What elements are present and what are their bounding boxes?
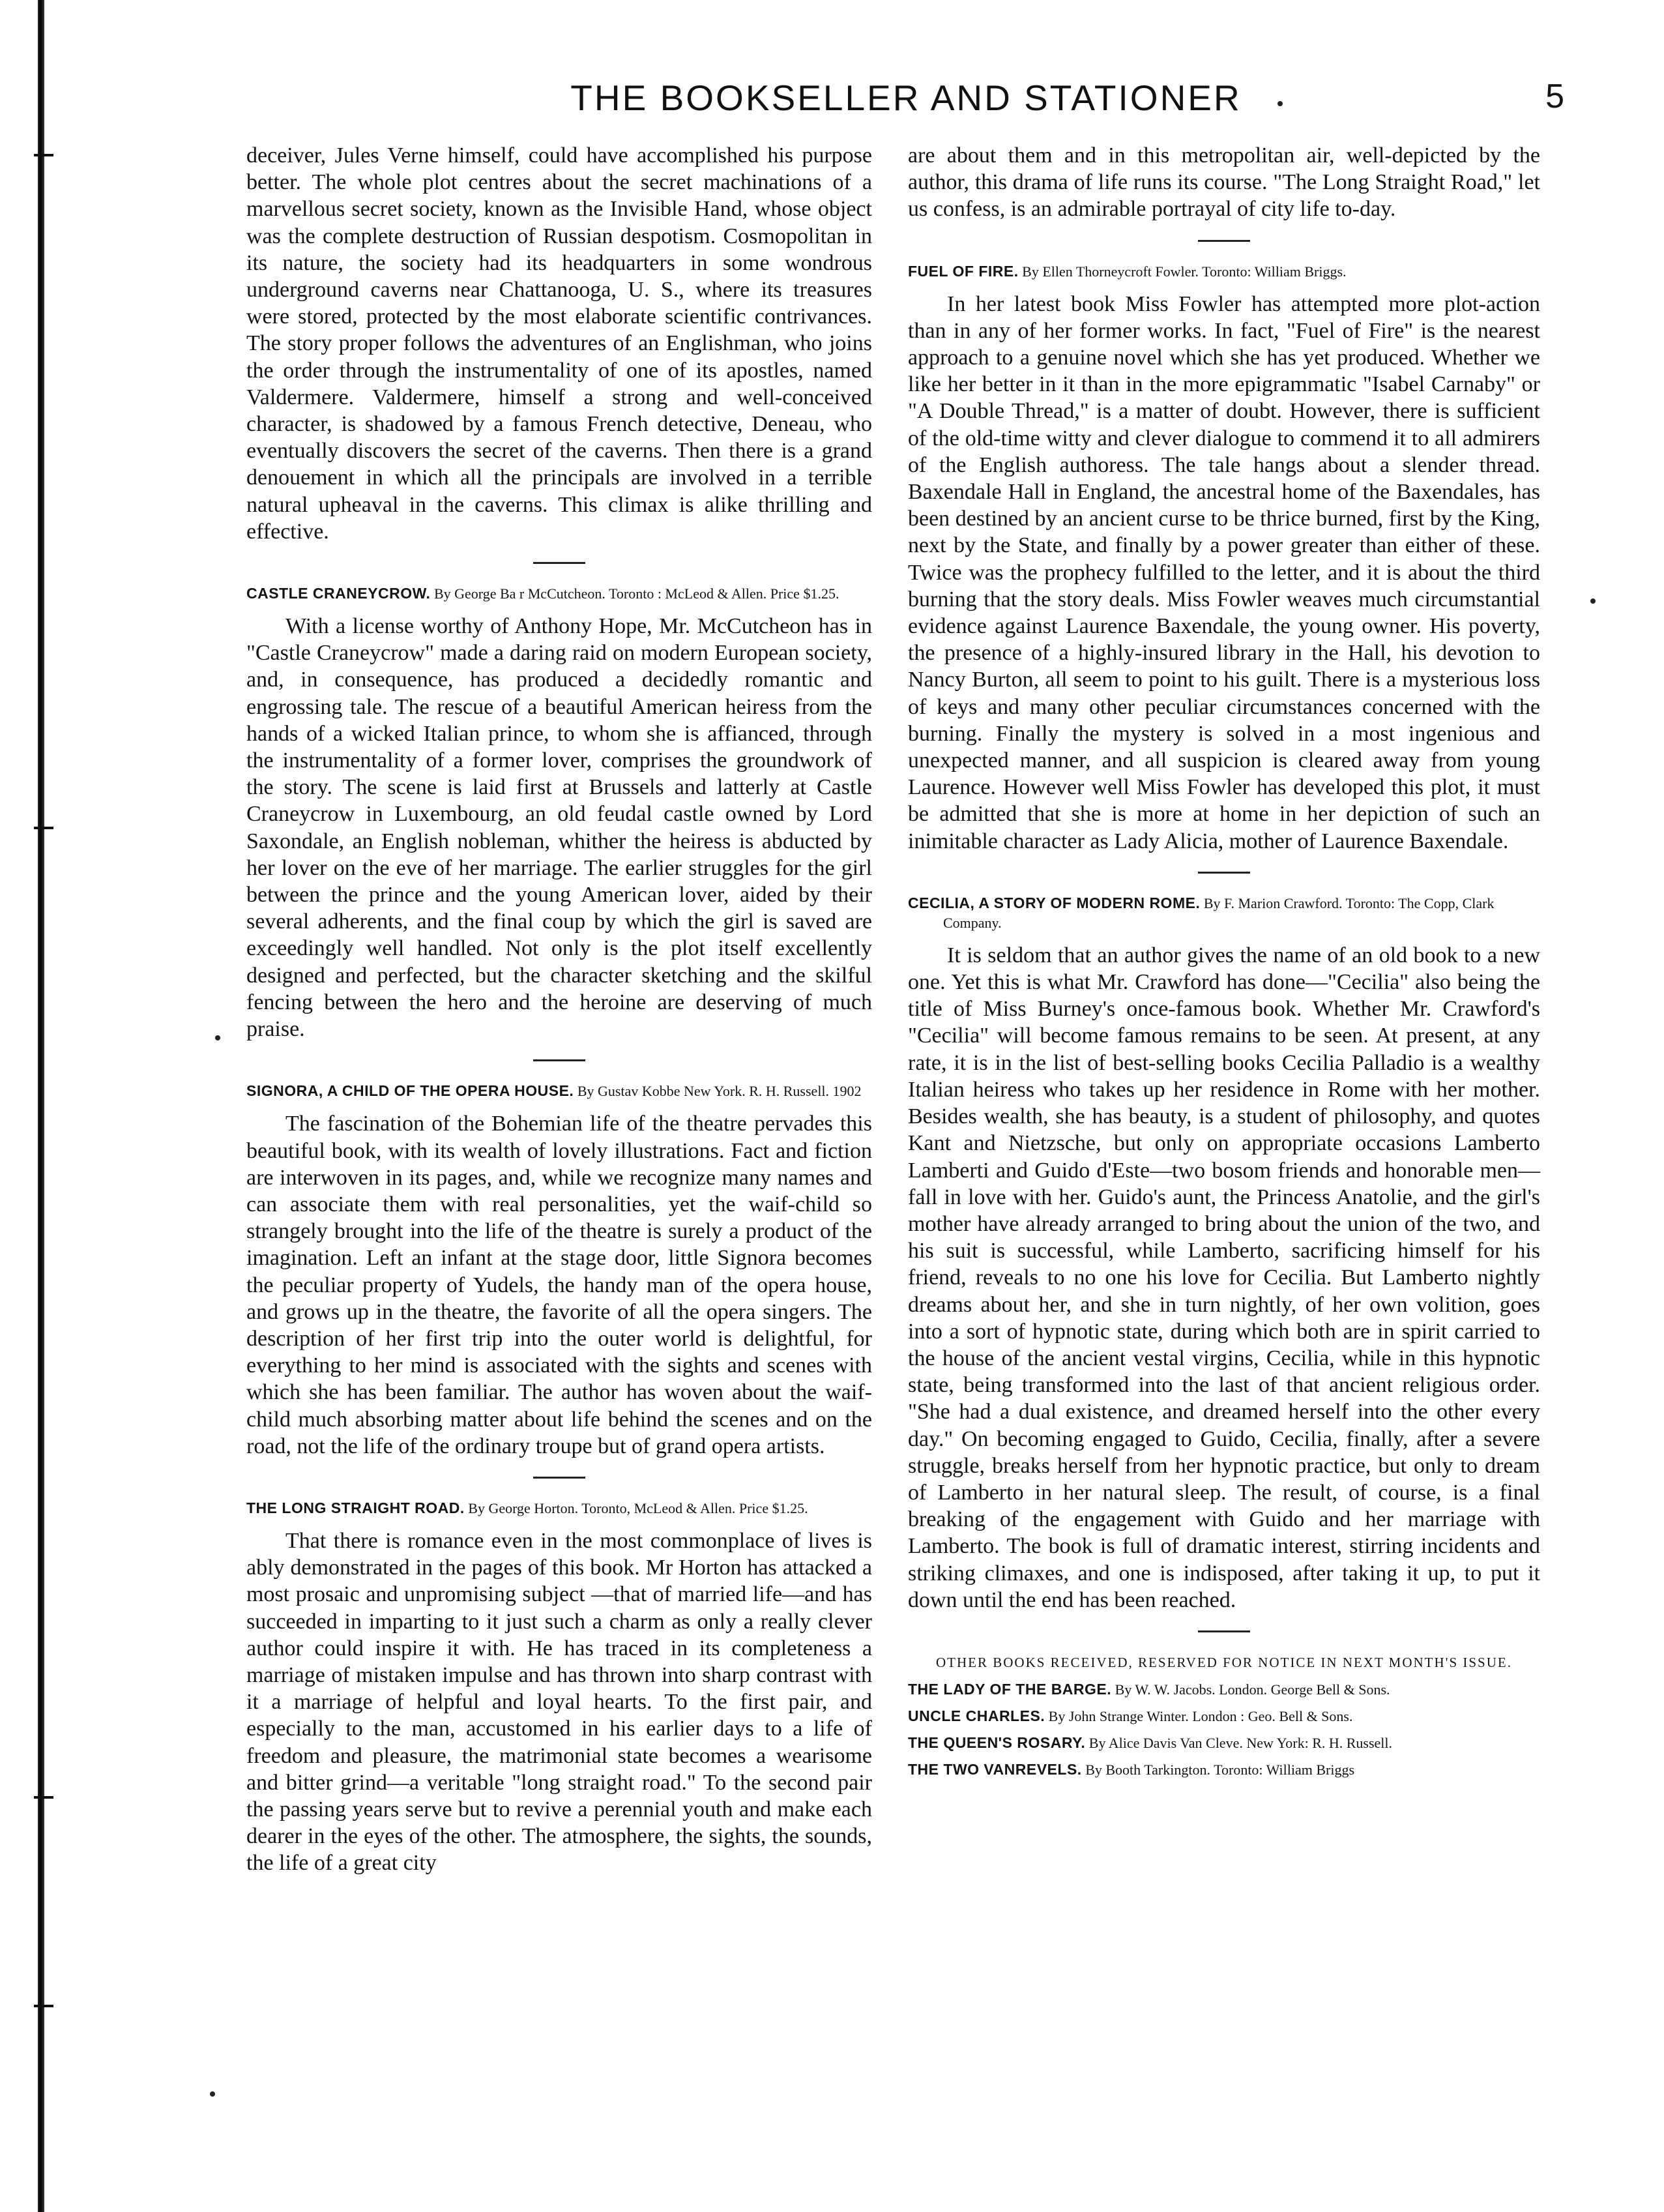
received-book-item [908,1733,1540,1753]
review-heading-fuel-of-fire [908,261,1540,282]
book-byline: By John Strange Winter. London : Geo. Bell & Sons. [1048,1707,1353,1724]
print-speck [215,1035,220,1040]
section-divider [533,1059,585,1061]
section-divider [533,562,585,564]
running-title: THE BOOKSELLER AND STATIONER [570,78,1242,118]
book-byline: By F. Marion Crawford. Toronto: The Copp, Clark Company. [943,894,1495,931]
page-number: 5 [1545,78,1564,115]
other-books-heading: OTHER BOOKS RECEIVED, RESERVED FOR NOTICE IN NEXT MONTH'S ISSUE. [936,1654,1512,1670]
review-paragraph: It is seldom that an author gives the name of an old book to a new one. Yet this is what Mr. Crawford has done—"Cecilia" also being the title of Miss Burney's once-famous book. Whether Mr. Crawford's "Cecilia" will become famous remains to be seen. At present, at any rate, it is in the list of best-selling books Cecilia Palladio is a wealthy Italian heiress who takes up her residence in Rome with her mother. Besides wealth, she has beauty, is a student of philosophy, and quotes Kant and Nietzsche, but only on appropriate occasions Lamberto Lamberti and Guido d'Este—two bosom friends and honorable men—fall in love with her. Guido's aunt, the Princess Anatolie, and the girl's mother have already arranged to bring about the union of the two, and his suit is successful, while Lamberto, sacrificing himself for his friend, reveals to no one his love for Cecilia. But Lamberto nightly dreams about her, and she in turn nightly, of her own volition, goes into a sort of hypnotic state, during which both are in spirit carried to the house of the ancient vestal virgins, Cecilia, while in this hypnotic state, being transformed into the last of that ancient religious order. "She had a dual existence, and dreamed herself into the other every day." On becoming engaged to Guido, Cecilia, finally, after a severe struggle, breaks herself from her hypnotic practice, but only to dream of Lamberto in her natural sleep. The result, of course, is a final breaking of the engagement with Guido and her marriage with Lamberto. The book is full of dramatic interest, stirring incidents and striking climaxes, and one is indisposed, after taking it up, to put it down until the end has been reached. [908,943,1540,1612]
section-divider [1198,872,1250,874]
book-title: THE LONG STRAIGHT ROAD. [246,1499,465,1516]
binding-mark [34,154,53,156]
book-title: THE QUEEN'S ROSARY. [908,1733,1086,1751]
book-title: THE TWO VANREVELS. [908,1760,1082,1778]
left-column [246,142,872,1877]
review-heading-signora [246,1081,872,1101]
book-byline: By Booth Tarkington. Toronto: William Briggs [1085,1761,1355,1778]
book-title: UNCLE CHARLES. [908,1707,1045,1724]
print-speck [210,2091,215,2097]
print-speck [1590,598,1596,604]
book-byline: By Gustav Kobbe New York. R. H. Russell. 1902 [577,1083,862,1100]
received-book-item [908,1706,1540,1726]
review-paragraph: In her latest book Miss Fowler has attempted more plot-action than in any of her former works. In fact, "Fuel of Fire" is the nearest approach to a genuine novel which she has yet produced. Whether we like her better in it than in the more epigrammatic "Isabel Carnaby" or "A Double Thread," is a matter of doubt. However, there is sufficient of the old-time witty and clever dialogue to commend it to all admirers of the English authoress. The tale hangs about a slender thread. Baxendale Hall in England, the ancestral home of the Baxendales, has been destined by an ancient curse to be thrice burned, first by the King, next by the State, and finally by a power greater than either of these. Twice was the prophecy fulfilled to the letter, and it is about the third burning that the story deals. Miss Fowler weaves much circumstantial evidence against Laurence Baxendale, the young owner. His poverty, the presence of a highly-insured library in the Hall, his devotion to Nancy Burton, all seem to point to his guilt. There is a mysterious loss of keys and many other peculiar circumstances concerned with the burning. Finally the mystery is solved in a most ingenious and unexpected manner, and all suspicion is cleared away from young Laurence. However well Miss Fowler has developed this plot, it must be admitted that she is more at home in her depiction of such an inimitable character as Lady Alicia, mother of Laurence Baxendale. [908,291,1540,853]
binding-mark [34,827,53,829]
binding-mark [34,1796,53,1799]
print-speck [1277,101,1283,106]
received-book-item [908,1679,1540,1700]
book-title: CECILIA, A STORY OF MODERN ROME. [908,894,1201,911]
review-continuation-paragraph: deceiver, Jules Verne himself, could have accomplished his purpose better. The whole plot centres about the secret machinations of a marvellous secret society, known as the Invisible Hand, whose object was the complete destruction of Russian despotism. Cosmopolitan in its nature, the society had its headquarters in some wondrous underground caverns near Chattanooga, U. S., where its treasures were stored, protected by the most elaborate scientific contrivances. The story proper follows the adventures of an Englishman, who joins the order through the instrumentality of one of its apostles, named Valdermere. Valdermere, himself a strong and well-conceived character, is shadowed by a famous French detective, Deneau, who eventually discovers the secret of the caverns. Then there is a grand denouement in which all the principals are involved in a terrible natural upheaval in the caverns. This climax is alike thrilling and effective. [246,143,872,544]
page-header [248,77,1564,123]
page-binding-edge [38,0,44,2212]
book-byline: By George Ba r McCutcheon. Toronto : McLeod & Allen. Price $1.25. [433,585,839,602]
review-heading-long-straight-road [246,1498,872,1518]
book-byline: By Alice Davis Van Cleve. New York: R. H. Russell. [1088,1734,1393,1751]
books-received-list [908,1679,1540,1780]
book-byline: By W. W. Jacobs. London. George Bell & Sons. [1115,1681,1390,1698]
review-continuation-paragraph: are about them and in this metropolitan air, well-depicted by the author, this drama of life runs its course. "The Long Straight Road," let us confess, is an admirable portrayal of city life to-day. [908,143,1540,222]
section-divider [533,1477,585,1479]
book-byline: By Ellen Thorneycroft Fowler. Toronto: William Briggs. [1022,263,1347,280]
book-title: SIGNORA, A CHILD OF THE OPERA HOUSE. [246,1082,574,1100]
review-paragraph: That there is romance even in the most commonplace of lives is ably demonstrated in the pages of this book. Mr Horton has attacked a most prosaic and unpromising subject —that of married life—and has succeeded in imparting to it just such a charm as only a really clever author could inspire it with. He has traced in its completeness a marriage of mistaken impulse and has thrown into sharp contrast with it a marriage of helpful and loyal hearts. To the first pair, and especially to the man, accustomed in his earlier days to a life of freedom and pleasure, the matrimonial state becomes a wearisome and bitter grind—a veritable "long straight road." To the second pair the passing years serve but to revive a perennial youth and make each dearer in the eyes of the other. The atmosphere, the sights, the sounds, the life of a great city [246,1528,872,1876]
received-book-item [908,1760,1540,1780]
review-paragraph: With a license worthy of Anthony Hope, Mr. McCutcheon has in "Castle Craneycrow" made a daring raid on modern European society, and, in consequence, has produced a decidedly romantic and engrossing tale. The rescue of a beautiful American heiress from the hands of a wicked Italian prince, to whom she is affianced, through the instrumentality of a former lover, comprises the groundwork of the story. The scene is laid first at Brussels and latterly at Castle Craneycrow in Luxembourg, an old feudal castle owned by Lord Saxondale, an English nobleman, whither the heiress is abducted by her lover on the eve of her marriage. The earlier struggles for the girl between the prince and the young American lover, aided by their several adherents, and the final coup by which the girl is saved are exceedingly well handled. Not only is the plot itself excellently designed and perfected, but the character sketching and the skilful fencing between the hero and the heroine are deserving of much praise. [246,614,872,1042]
book-byline: By George Horton. Toronto, McLeod & Allen. Price $1.25. [468,1499,808,1516]
right-column [908,142,1540,1786]
book-title: CASTLE CRANEYCROW. [246,585,431,602]
binding-mark [34,2005,53,2007]
book-title: THE LADY OF THE BARGE. [908,1680,1112,1698]
review-heading-castle-craneycrow [246,583,872,604]
review-heading-cecilia [908,893,1540,933]
section-divider [1198,1630,1250,1632]
section-divider [1198,240,1250,242]
book-title: FUEL OF FIRE. [908,262,1019,280]
review-paragraph: The fascination of the Bohemian life of the theatre pervades this beautiful book, with its wealth of lovely illustrations. Fact and fiction are interwoven in its pages, and, while we recognize many names and can associate them with real personalities, yet the waif-child so strangely brought into the life of the theatre is surely a product of the imagination. Left an infant at the stage door, little Signora becomes the peculiar property of Yudels, the handy man of the opera house, and grows up in the theatre, the favorite of all the opera singers. The description of her first trip into the outer world is delightful, for everything to her mind is associated with the sights and scenes with which she has been familiar. The author has woven about the waif-child much absorbing matter about life behind the scenes and on the road, not the life of the ordinary troupe but of grand opera artists. [246,1112,872,1458]
